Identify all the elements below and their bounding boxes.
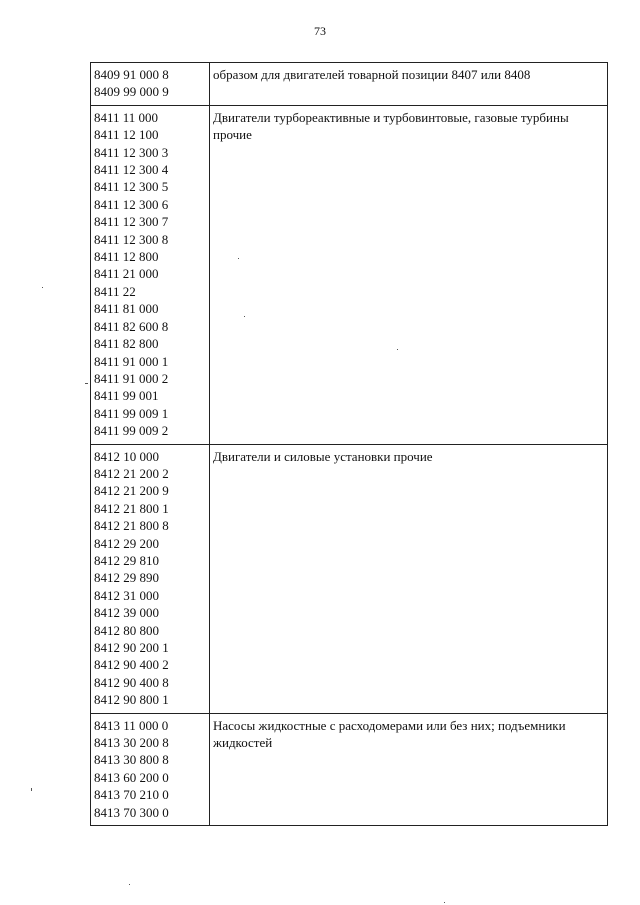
code-item: 8413 70 210 0 [94,787,169,803]
code-item: 8412 21 800 1 [94,500,169,516]
code-list-cell [91,63,210,106]
code-item: 8412 90 400 8 [94,674,169,690]
description-text: Двигатели турбореактивные и турбовинтовые, газовые турбины прочие [213,109,569,143]
code-item: 8412 80 800 [94,622,159,638]
scan-speck [85,383,88,384]
code-item: 8412 29 810 [94,552,159,568]
description-text: Двигатели и силовые установки прочие [213,448,433,464]
scan-speck [42,287,43,288]
code-item: 8412 29 890 [94,570,159,586]
code-item: 8412 21 800 8 [94,518,169,534]
code-item: 8413 11 000 0 [94,717,169,733]
scan-speck [31,788,32,791]
description-cell [210,713,608,825]
code-item: 8411 11 000 [94,109,159,125]
table-row [91,63,608,106]
scan-speck [397,349,398,350]
code-item: 8412 31 000 [94,587,159,603]
scan-speck [129,884,130,885]
code-item: 8411 12 300 4 [94,162,169,178]
table-row [91,105,608,444]
scan-speck [238,258,239,259]
description-text: Насосы жидкостные с расходомерами или без них; подъемники жидкостей [213,717,566,751]
code-item: 8411 12 800 [94,249,159,265]
description-cell [210,63,608,106]
code-item: 8413 70 300 0 [94,804,169,820]
code-item: 8411 99 009 1 [94,405,169,421]
code-item: 8411 12 300 3 [94,144,169,160]
code-item: 8412 90 200 1 [94,640,169,655]
page-number: 73 [314,24,326,38]
description-cell [210,105,608,444]
code-item: 8409 99 000 9 [94,84,169,100]
code-item: 8413 30 800 8 [94,752,169,768]
code-item: 8413 30 200 8 [94,735,169,751]
scan-speck [244,316,245,317]
code-item: 8412 10 000 [94,448,159,464]
scan-speck [444,902,445,903]
description-text: образом для двигателей товарной позиции 8407 или 8408 [213,67,531,82]
code-item: 8411 91 000 2 [94,370,169,386]
table-row [91,713,608,825]
table-row [91,444,608,713]
code-item: 8411 12 100 [94,127,159,143]
code-item: 8411 81 000 [94,301,159,317]
code-item: 8412 21 200 2 [94,465,169,481]
code-item: 8411 99 001 [94,388,159,404]
code-list-cell [91,444,210,713]
tariff-code-table [90,62,608,826]
code-item: 8411 91 000 1 [94,353,169,369]
code-item: 8412 90 400 2 [94,657,169,673]
code-list-cell [91,713,210,825]
code-item: 8412 90 800 1 [94,692,169,708]
code-item: 8411 12 300 8 [94,231,169,247]
code-item: 8412 39 000 [94,605,159,621]
code-item: 8411 12 300 6 [94,196,169,212]
code-item: 8411 12 300 5 [94,179,169,195]
code-item: 8411 82 600 8 [94,318,169,334]
code-item: 8409 91 000 8 [94,67,169,82]
code-item: 8411 21 000 [94,266,159,282]
code-list-cell [91,105,210,444]
description-cell [210,444,608,713]
code-item: 8411 82 800 [94,336,159,352]
code-item: 8411 99 009 2 [94,423,169,439]
code-item: 8412 29 200 [94,535,159,551]
code-item: 8412 21 200 9 [94,483,169,499]
code-item: 8411 12 300 7 [94,214,169,230]
code-item: 8411 22 [94,283,136,299]
code-item: 8413 60 200 0 [94,769,169,785]
